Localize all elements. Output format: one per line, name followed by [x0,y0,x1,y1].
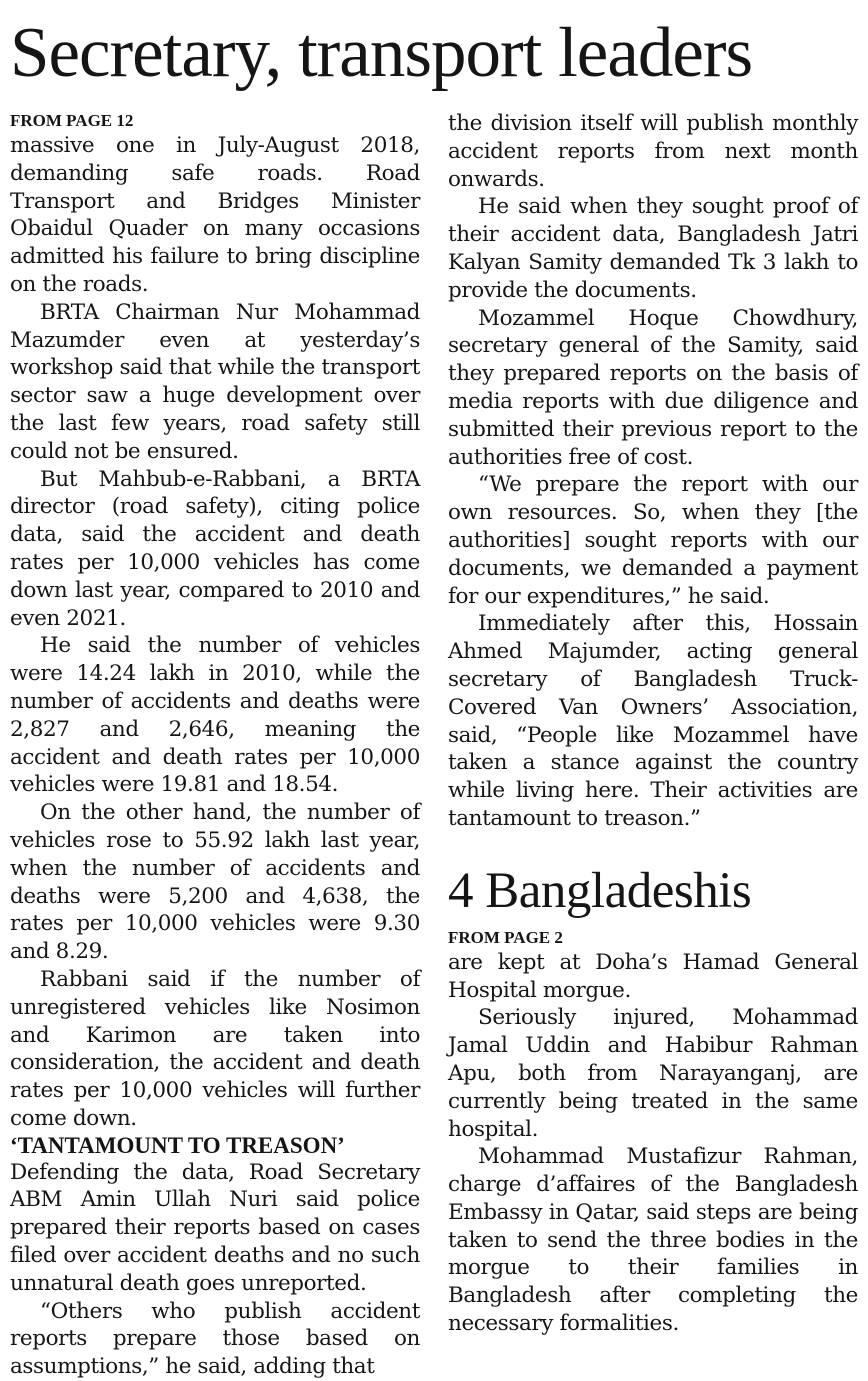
second-story-headline: 4 Bangladeshis [448,862,752,919]
paragraph: Seriously injured, Mohammad Jamal Uddin and Habibur Rahman Apu, both from Narayanganj, are currently being treated in the same hospital. [448,1005,858,1142]
right-column [448,110,858,1338]
paragraph: Mohammad Mustafizur Rahman, charge d’affaires of the Bangladesh Embassy in Qatar, said steps are being taken to send the three bodies in the morgue to their families in Bangladesh after completing the necessary formalities. [448,1144,858,1337]
paragraph: the division itself will publish monthly accident reports from next month onwards. [448,111,858,192]
paragraph: He said the number of vehicles were 14.24 lakh in 2010, while the number of accidents and deaths were 2,827 and 2,646, meaning the accident and death rates per 10,000 vehicles were 19.81 and 18.54. [10,633,420,798]
jump-kicker: FROM PAGE 12 [10,111,134,130]
jump-kicker: FROM PAGE 2 [448,927,563,947]
paragraph: massive one in July-August 2018, demanding safe roads. Road Transport and Bridges Minister Obaidul Quader on many occasions admitted his failure to bring discipline on the roads. [10,133,420,297]
subhead: ‘TANTAMOUNT TO TREASON’ [10,1132,345,1158]
left-column [10,110,420,1381]
paragraph: are kept at Doha’s Hamad General Hospital morgue. [448,949,858,1003]
paragraph: “We prepare the report with our own resources. So, when they [the authorities] sought reports with our documents, we demanded a payment for our expenditures,” he said. [448,472,858,609]
paragraph: Rabbani said if the number of unregistered vehicles like Nosimon and Karimon are taken into consideration, the accident and death rates per 10,000 vehicles will further come down. [10,966,420,1131]
paragraph: Defending the data, Road Secretary ABM Amin Ullah Nuri said police prepared their reports based on cases filed over accident deaths and no such unnatural death goes unreported. [10,1159,420,1296]
paragraph: But Mahbub-e-Rabbani, a BRTA director (road safety), citing police data, said the accident and death rates per 10,000 vehicles has come down last year, compared to 2010 and even 2021. [10,466,420,631]
paragraph: On the other hand, the number of vehicles rose to 55.92 lakh last year, when the number of accidents and deaths were 5,200 and 4,638, the rates per 10,000 vehicles were 9.30 and 8.29. [10,800,420,965]
paragraph: Mozammel Hoque Chowdhury, secretary general of the Samity, said they prepared reports on the basis of media reports with due diligence and submitted their previous report to the authorities free of cost. [448,305,858,470]
paragraph: He said when they sought proof of their accident data, Bangladesh Jatri Kalyan Samity demanded Tk 3 lakh to provide the documents. [448,194,858,303]
headline: Secretary, transport leaders [10,14,753,92]
paragraph: “Others who publish accident reports prepare those based on assumptions,” he said, adding that [10,1298,420,1380]
paragraph: BRTA Chairman Nur Mohammad Mazumder even at yesterday’s workshop said that while the transport sector saw a huge development over the last few years, road safety still could not be ensured. [10,299,420,464]
paragraph: Immediately after this, Hossain Ahmed Majumder, acting general secretary of Bangladesh Truck-Covered Van Owners’ Association, said, “People like Mozammel have taken a stance against the country while living here. Their activities are tantamount to treason.” [448,611,858,831]
